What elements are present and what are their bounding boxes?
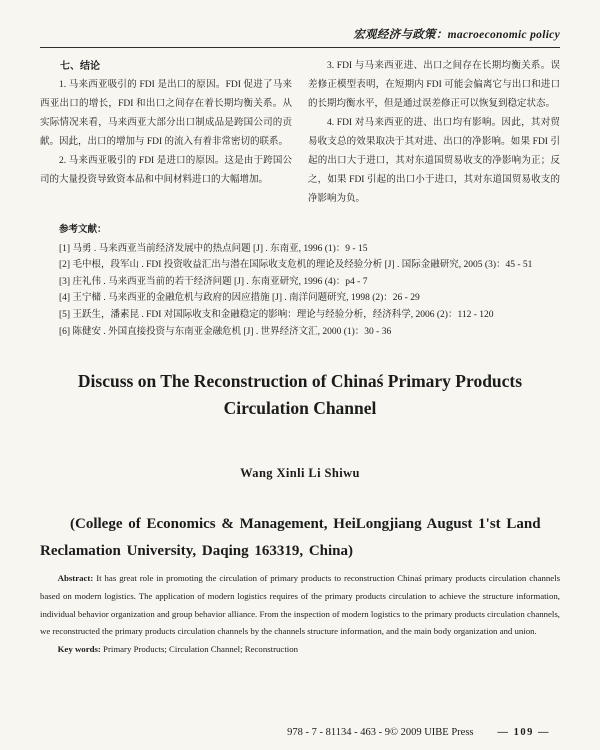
reference-item-4: [4] 王宁槠 . 马来西亚的金融危机与政府的因应措施 [J] . 南洋问题研究, 1998 (2)：26 - 29 [59, 293, 420, 304]
article-affiliation: (College of Economics & Management, HeiLongjiang August 1'st Land Reclamation University, Daqing 163319, China) [40, 516, 541, 559]
abstract-label: Abstract: [57, 572, 94, 583]
keywords-label: Key words: [57, 644, 101, 655]
conclusion-paragraph-2: 2. 马来西亚吸引的 FDI 是进口的原因。这是由于跨国公司的大量投资导致资本品和中间材料进口的大幅增加。 [40, 156, 292, 185]
reference-item-1: [1] 马勇 . 马来西亚当前经济发展中的热点问题 [J] . 东南亚, 1996 (1)：9 - 15 [59, 243, 368, 254]
references-heading: 参考文献： [59, 225, 107, 235]
conclusion-paragraph-4: 4. FDI 对马来西亚的进、出口均有影响。因此，其对贸易收支总的效果取决于其对进、出口的净影响。如果 FDI 引起的出口大于进口，其对东道国贸易收支的净影响为正；反之，如果 FDI 引起的出口小于进口，其对东道国贸易收支的净影响为负。 [308, 118, 560, 204]
reference-item-2: [2] 毛中根，段军山 . FDI 投资收益汇出与潜在国际收支危机的理论及经验分析 [J] . 国际金融研究, 2005 (3)：45 - 51 [59, 260, 533, 271]
reference-item-6: [6] 陈健安 . 外国直接投资与东南亚金融危机 [J] . 世界经济文汇, 2000 (1)：30 - 36 [59, 326, 392, 337]
right-column [308, 57, 560, 209]
reference-item-3: [3] 庄礼伟 . 马来西亚当前的若干经济问题 [J] . 东南亚研究, 1996 (4)：p4 - 7 [59, 276, 368, 287]
conclusion-heading: 七、结论 [60, 61, 100, 72]
isbn-imprint: 978 - 7 - 81134 - 463 - 9© 2009 UIBE Press [287, 727, 474, 738]
page-header [40, 26, 560, 48]
reference-item-5: [5] 王跃生，潘素昆 . FDI 对国际收支和金融稳定的影响：理论与经验分析，经济科学, 2006 (2)：112 - 120 [59, 309, 494, 320]
page-footer [0, 727, 600, 738]
article-authors: Wang Xinli Li Shiwu [240, 466, 360, 481]
abstract-text: It has great role in promoting the circulation of primary products to reconstruction Chinaś primary products circulation channels based on modern logistics. The application of modern logistics requires of the primary products circulation to achieve the structure information, individual behavior organization and group behavior alliance. From the inspection of modern logistics to the primary products circulation channels, we reconstructed the primary products circulation channels by the channels structure information, and the main body organization and union. [40, 572, 561, 637]
article-title [40, 368, 560, 422]
keywords-text: Primary Products; Circulation Channel; Reconstruction [103, 644, 299, 655]
article-title-line-2: Circulation Channel [223, 398, 377, 419]
conclusion-paragraph-1: 1. 马来西亚吸引的 FDI 是出口的原因。FDI 促进了马来西亚出口的增长，FDI 和出口之间存在着长期均衡关系。从实际情况来看，马来西亚大部分出口制成品是跨国公司的贡献。因此，出口的增加与 FDI 的流入有着非常密切的联系。 [40, 80, 292, 147]
article-title-line-1: Discuss on The Reconstruction of Chinaś Primary Products [77, 371, 523, 392]
running-head: 宏观经济与政策：macroeconomic policy [353, 29, 560, 41]
conclusion-section [40, 57, 560, 209]
article-abstract [40, 570, 560, 641]
page-number: — 109 — [497, 727, 550, 738]
conclusion-paragraph-3: 3. FDI 与马来西亚进、出口之间存在长期均衡关系。误差修正模型表明，在短期内 FDI 可能会偏离它与出口和进口的长期均衡水平，但是通过误差修正可以恢复到稳定状态。 [308, 61, 560, 109]
references-section [40, 222, 560, 340]
left-column [40, 57, 292, 209]
article-keywords [40, 641, 560, 659]
